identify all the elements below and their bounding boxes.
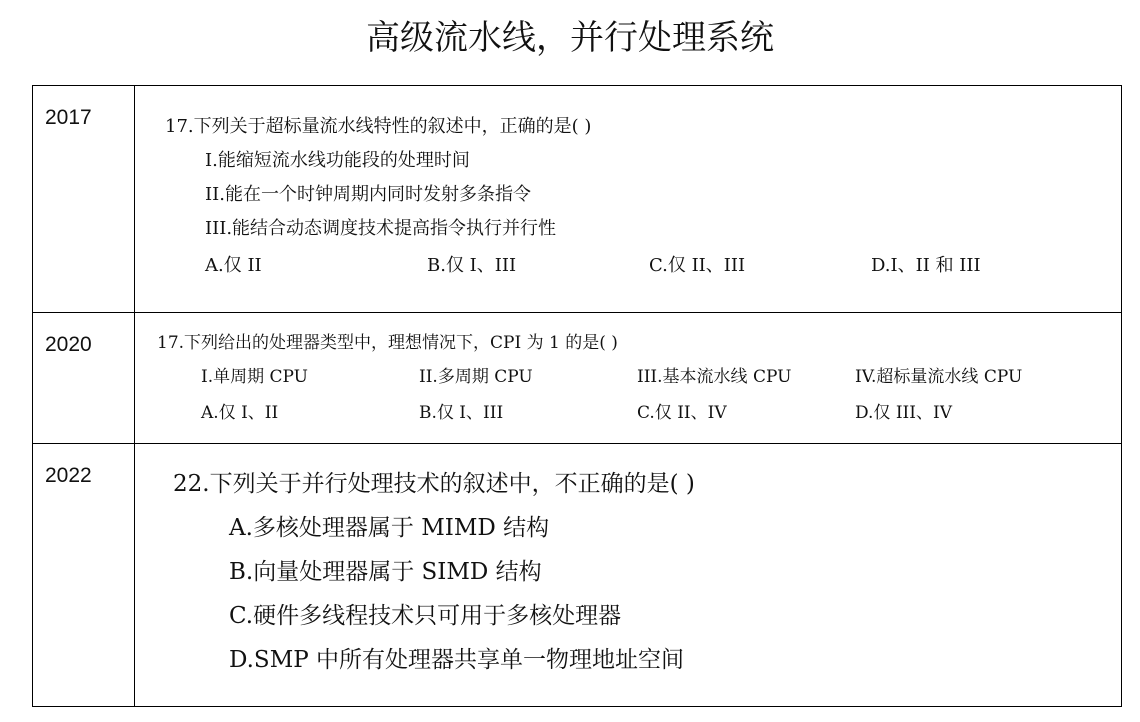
- choice-c: C.仅 II、III: [649, 255, 746, 276]
- choice-row: [157, 395, 1121, 431]
- question-cell: [135, 313, 1122, 444]
- table-row: [33, 313, 1122, 444]
- question-table: [32, 85, 1122, 707]
- year-cell: 2020: [33, 313, 135, 444]
- statement-row: [157, 359, 1121, 395]
- question-cell: [135, 444, 1122, 707]
- question-stem: 17.下列给出的处理器类型中，理想情况下，CPI 为 1 的是( ): [157, 333, 618, 353]
- question-stem: 17.下列关于超标量流水线特性的叙述中，正确的是( ): [165, 116, 592, 137]
- question-block: [135, 86, 1121, 286]
- statement-1: I.能缩短流水线功能段的处理时间: [205, 150, 470, 171]
- statement-1: I.单周期 CPU: [201, 367, 308, 387]
- choice-a: A.仅 II: [205, 255, 262, 276]
- statement-3: III.基本流水线 CPU: [637, 367, 792, 387]
- statement-4: IV.超标量流水线 CPU: [855, 367, 1023, 387]
- question-stem: 22.下列关于并行处理技术的叙述中，不正确的是( ): [173, 471, 695, 497]
- statement-3: III.能结合动态调度技术提高指令执行并行性: [205, 218, 557, 239]
- choice-c: C.硬件多线程技术只可用于多核处理器: [229, 603, 622, 629]
- question-cell: [135, 86, 1122, 313]
- table-row: [33, 86, 1122, 313]
- statement-2: II.能在一个时钟周期内同时发射多条指令: [205, 184, 531, 205]
- choice-row: [165, 246, 1121, 286]
- choice-a: A.多核处理器属于 MIMD 结构: [229, 515, 550, 541]
- page-title: 高级流水线，并行处理系统: [366, 18, 774, 58]
- year-cell: 2022: [33, 444, 135, 707]
- choice-d: D.仅 III、IV: [855, 403, 952, 423]
- choice-d: D.SMP 中所有处理器共享单一物理地址空间: [229, 647, 685, 673]
- choice-b: B.仅 I、III: [419, 403, 504, 423]
- year-cell: 2017: [33, 86, 135, 313]
- choice-b: B.向量处理器属于 SIMD 结构: [229, 559, 542, 585]
- choice-c: C.仅 II、IV: [637, 403, 727, 423]
- choice-a: A.仅 I、II: [201, 403, 279, 423]
- table-row: [33, 444, 1122, 707]
- question-block: [135, 313, 1121, 431]
- question-block: [135, 444, 1121, 682]
- choice-d: D.I、II 和 III: [871, 255, 981, 276]
- statement-2: II.多周期 CPU: [419, 367, 533, 387]
- choice-b: B.仅 I、III: [427, 255, 517, 276]
